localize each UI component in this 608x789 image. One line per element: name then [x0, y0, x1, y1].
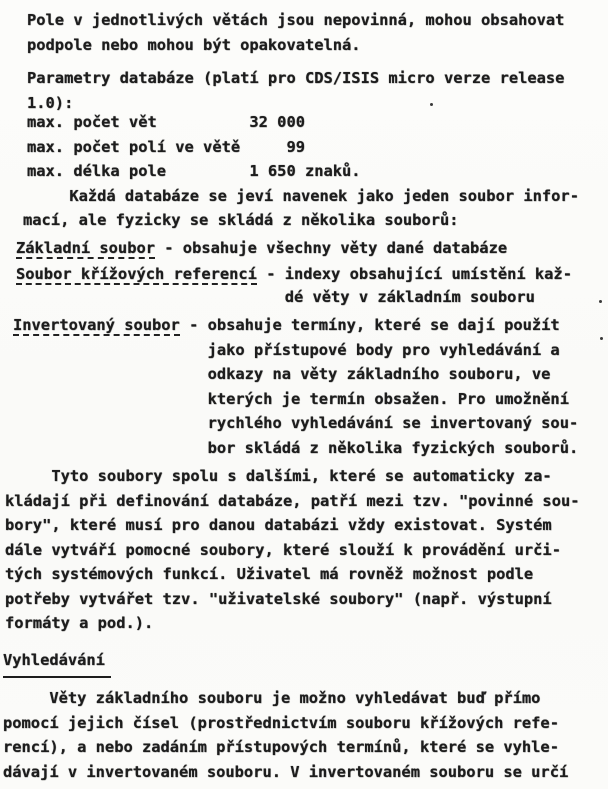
- text-line: mací, ale fyzicky se skládá z několika souborů:: [23, 211, 459, 229]
- text-line: tých systémových funkcí. Uživatel má rovněž možnost podle: [5, 565, 534, 583]
- definition-line: [16, 236, 608, 261]
- section-heading-line: [3, 648, 608, 673]
- text-line: 1.0):: [27, 93, 74, 112]
- definition-line: [16, 262, 608, 287]
- text-line: formáty a pod.).: [5, 614, 154, 632]
- scan-speck: [599, 300, 602, 303]
- text-line: Tyto soubory spolu s dalšími, které se automaticky za-: [5, 467, 552, 485]
- text-line: Věty základního souboru je možno vyhledávat buď přímo: [3, 689, 541, 707]
- text-line: potřeby vytvářet tzv. "uživatelské soubory" (např. výstupní: [5, 589, 552, 608]
- definition-text: - obsahuje termíny, které se dají použít: [179, 316, 560, 334]
- underlined-term: Invertovaný soubor: [13, 316, 180, 334]
- text-line: kládají při definování databáze, patří mezi tzv. "povinné sou-: [5, 491, 580, 510]
- definition-text: - obsahuje všechny věty dané databáze: [155, 238, 508, 257]
- text-line: rychlého vyhledávání se invertovaný sou-: [13, 414, 579, 432]
- text-line: odkazy na věty základního souboru, ve: [13, 365, 551, 383]
- scan-speck: [600, 337, 603, 340]
- table-row-max-delka: max. délka pole 1 650 znaků.: [27, 162, 361, 180]
- table-row-max-poli: max. počet polí ve větě 99: [27, 137, 305, 156]
- text-line: rencí), a nebo zadáním přístupových termínů, které se vyhle-: [3, 738, 559, 756]
- text-line: bory", které musí pro danou databázi vždy existovat. Systém: [5, 516, 552, 534]
- definition-text: - indexy obsahující umístění kaž-: [256, 265, 572, 283]
- text-line: Parametry databáze (platí pro CDS/ISIS micro verze release: [27, 69, 565, 87]
- text-line: dále vytváří pomocné soubory, které slouží k provádění urči-: [5, 540, 561, 559]
- underlined-term: Základní soubor: [16, 238, 155, 257]
- text-line: dé věty v základním souboru: [16, 287, 535, 306]
- table-row-max-vet: max. počet vět 32 000: [27, 113, 305, 131]
- text-line: jako přístupové body pro vyhledávání a: [13, 340, 560, 359]
- text-line: kterých je termín obsažen. Pro umožnění: [13, 389, 569, 408]
- text-line: Každá databáze se jeví navenek jako jeden soubor infor-: [23, 186, 579, 205]
- text-line: podpole nebo mohou být opakovatelná.: [27, 35, 361, 54]
- text-line: Pole v jednotlivých větách jsou nepovinná, mohou obsahovat: [27, 11, 565, 29]
- text-line: dávají v invertovaném souboru. V invertovaném souboru se určí: [3, 762, 569, 781]
- text-line: bor skládá z několika fyzických souborů.: [13, 438, 579, 457]
- scan-speck: [430, 103, 433, 106]
- underlined-term: Soubor křížových referencí: [16, 265, 257, 283]
- text-line: pomocí jejich čísel (prostřednictvím souboru křížových refe-: [3, 713, 559, 732]
- section-heading-vyhledavani: Vyhledávání: [3, 648, 111, 679]
- definition-line: [13, 313, 608, 338]
